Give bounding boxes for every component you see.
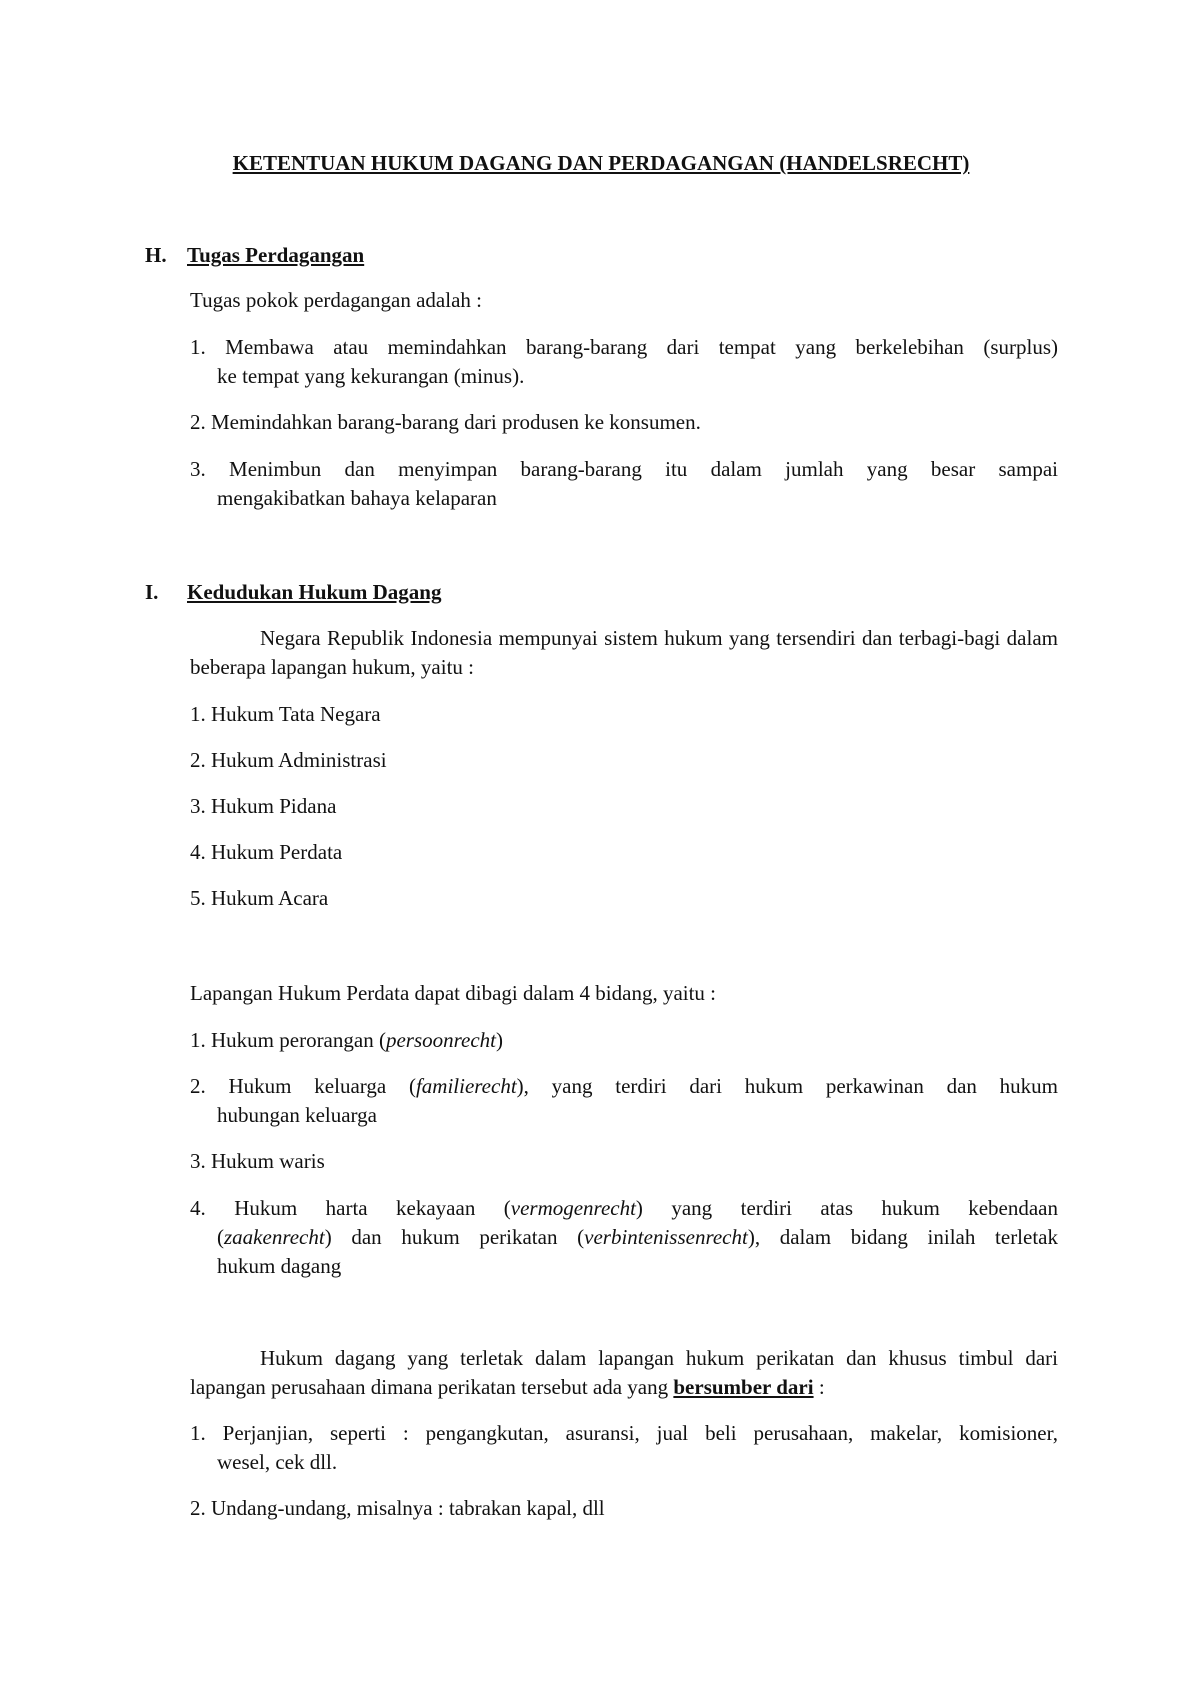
source-item-1-line1: 1. Perjanjian, seperti : pengangkutan, asuransi, jual beli perusahaan, makelar, komisioner,: [190, 1421, 1058, 1445]
section-h-heading: [145, 241, 364, 270]
task-item-1-line2: ke tempat yang kekurangan (minus).: [217, 364, 525, 388]
civil-field-4-line3: hukum dagang: [217, 1254, 342, 1278]
civil-field-2-line1: [190, 1072, 1058, 1101]
section-i-paragraph-3: [190, 1344, 1058, 1402]
task-item-3-line1: 3. Menimbun dan menyimpan barang-barang itu dalam jumlah yang besar sampai: [190, 457, 1058, 481]
civil-field-2-text: 2. Hukum keluarga (: [190, 1074, 416, 1098]
section-i-number: I.: [145, 580, 159, 604]
source-item-1: [190, 1419, 1058, 1477]
law-field-3: 3. Hukum Pidana: [190, 794, 337, 818]
source-item-1-line2: wesel, cek dll.: [217, 1450, 338, 1474]
civil-field-2-line2: hubungan keluarga: [217, 1103, 377, 1127]
section-i-title: Kedudukan Hukum Dagang: [187, 580, 442, 604]
document-title: KETENTUAN HUKUM DAGANG DAN PERDAGANGAN (HANDELSRECHT): [232, 151, 970, 175]
task-item-1-line1: 1. Membawa atau memindahkan barang-barang dari tempat yang berkelebihan (surplus): [190, 335, 1058, 359]
civil-field-1-term: persoonrecht: [385, 1028, 496, 1052]
civil-field-1-close: ): [496, 1028, 503, 1052]
civil-field-4-end: ), dalam bidang inilah terletak: [747, 1225, 1058, 1249]
section-i-paragraph-2: Lapangan Hukum Perdata dapat dibagi dalam 4 bidang, yaitu :: [190, 981, 717, 1005]
civil-field-1: [190, 1026, 503, 1055]
section-h-intro: Tugas pokok perdagangan adalah :: [190, 288, 482, 312]
paragraph-3-colon: :: [813, 1375, 825, 1399]
civil-field-4: [190, 1194, 1058, 1281]
civil-field-4-text: 4. Hukum harta kekayaan (: [190, 1196, 511, 1220]
civil-field-4-term-2: zaakenrecht: [224, 1225, 325, 1249]
civil-field-4-line2: [190, 1223, 1058, 1252]
paragraph-3-text: Hukum dagang yang terletak dalam lapangan hukum perikatan dan khusus timbul dari lapangan perusahaan dimana perikatan tersebut ada yang: [190, 1346, 1058, 1399]
civil-field-2-term: familierecht: [415, 1074, 517, 1098]
civil-field-4-mid: ) dan hukum perikatan (: [324, 1225, 585, 1249]
section-i-heading: [145, 578, 441, 607]
task-item-3: [190, 455, 1058, 513]
civil-field-3: 3. Hukum waris: [190, 1149, 325, 1173]
law-field-4: 4. Hukum Perdata: [190, 840, 343, 864]
law-field-2: 2. Hukum Administrasi: [190, 748, 387, 772]
task-item-3-line2: mengakibatkan bahaya kelaparan: [217, 486, 497, 510]
paragraph-3-emphasis: bersumber dari: [673, 1375, 814, 1399]
task-item-2: 2. Memindahkan barang-barang dari produsen ke konsumen.: [190, 410, 701, 434]
civil-field-2: [190, 1072, 1058, 1130]
law-field-5: 5. Hukum Acara: [190, 886, 329, 910]
task-item-1: [190, 333, 1058, 391]
civil-field-4-paren: (: [217, 1225, 224, 1249]
law-field-1: 1. Hukum Tata Negara: [190, 702, 381, 726]
section-h-number: H.: [145, 243, 167, 267]
civil-field-2-rest: ), yang terdiri dari hukum perkawinan dan hukum: [516, 1074, 1059, 1098]
civil-field-4-line1: [190, 1194, 1058, 1223]
section-i-paragraph-1: Negara Republik Indonesia mempunyai sistem hukum yang tersendiri dan terbagi-bagi dalam beberapa lapangan hukum, yaitu :: [190, 626, 1058, 679]
civil-field-4-rest: ) yang terdiri atas hukum kebendaan: [635, 1196, 1058, 1220]
source-item-2: 2. Undang-undang, misalnya : tabrakan kapal, dll: [190, 1496, 605, 1520]
civil-field-1-text: 1. Hukum perorangan (: [190, 1028, 386, 1052]
civil-field-4-term-1: vermogenrecht: [510, 1196, 636, 1220]
civil-field-4-term-3: verbintenissenrecht: [584, 1225, 748, 1249]
section-h-title: Tugas Perdagangan: [187, 243, 365, 267]
